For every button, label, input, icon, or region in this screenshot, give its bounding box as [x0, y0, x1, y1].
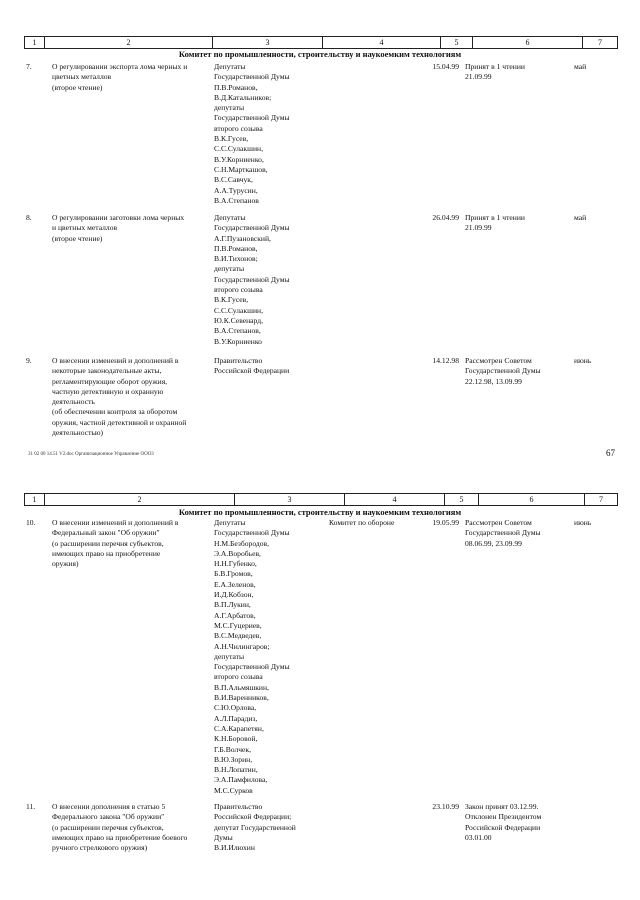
- column-header: 6: [479, 494, 585, 505]
- author-line: А.Г.Арбатов,: [214, 610, 256, 620]
- author-line: С.А.Карапетян,: [214, 723, 264, 733]
- bill-title-line: оружия): [52, 559, 79, 569]
- bill-title-line: деятельностью): [52, 428, 104, 438]
- column-header: 7: [598, 38, 602, 47]
- bill-title-line: деятельность: [52, 397, 95, 407]
- bill-title-line: О внесении изменений и дополнений в: [52, 518, 179, 527]
- author-line: В.А.Степанов: [214, 195, 259, 205]
- column-header: 4: [323, 37, 441, 48]
- bill-title-line: О регулировании заготовки лома черных: [52, 213, 185, 222]
- bill-title-line: имеющих право на приобретение боевого: [52, 832, 188, 842]
- status-line: 22.12.98, 13.09.99: [465, 376, 522, 386]
- author-line: Н.Н.Губенко,: [214, 559, 257, 569]
- author-line: А.Л.Парадиз,: [214, 713, 258, 723]
- submission-date: 14.12.98: [432, 356, 459, 365]
- author-line: М.С.Сурков: [214, 785, 253, 795]
- author-line: Г.Б.Волчек,: [214, 744, 252, 754]
- status-line: 03.01.00: [465, 832, 492, 842]
- author-line: Б.В.Громов,: [214, 569, 253, 579]
- bill-authors: [214, 213, 326, 347]
- status-line: 08.06.99, 23.09.99: [465, 538, 522, 548]
- status-line: Государственной Думы: [465, 366, 541, 376]
- status-line: Российской Федерации: [465, 822, 541, 832]
- submission-date: 23.10.99: [432, 802, 459, 811]
- column-header-row: [24, 493, 618, 506]
- author-line: В.П.Альмяшкин,: [214, 682, 269, 692]
- author-line: второго созыва: [214, 672, 263, 682]
- bill-title-line: оружия, частной детективной и охранной: [52, 417, 187, 427]
- author-line: Ю.К.Севенард,: [214, 315, 263, 325]
- bill-title: [52, 518, 210, 569]
- bill-status: [465, 356, 575, 387]
- bill-authors: [214, 802, 326, 853]
- author-line: Государственной Думы: [214, 528, 290, 538]
- author-line: П.В.Романов,: [214, 243, 258, 253]
- author-line: В.Н.Лопатин,: [214, 765, 258, 775]
- author-line: Думы: [214, 832, 233, 842]
- bill-title-line: регламентирующие оборот оружия,: [52, 376, 168, 386]
- bill-status: [465, 518, 575, 549]
- author-line: В.Ю.Зорин,: [214, 754, 253, 764]
- author-line: А.Г.Пузановский,: [214, 233, 271, 243]
- bill-authors: [214, 356, 326, 377]
- author-line: Российской Федерации: [214, 366, 290, 376]
- author-line: И.Д.Кобзон,: [214, 590, 254, 600]
- submission-date: 15.04.99: [432, 62, 459, 71]
- author-line: В.П.Лукин,: [214, 600, 251, 610]
- author-line: Е.А.Зеленов,: [214, 579, 256, 589]
- planned-month: май: [574, 62, 587, 71]
- author-line: Государственной Думы: [214, 72, 290, 82]
- page-footer: 31 02 00 14.51 V2.doc Организационное Управление ООО3: [28, 452, 154, 457]
- author-line: С.С.Сулакшин,: [214, 305, 263, 315]
- author-line: депутаты: [214, 103, 245, 113]
- row-number: 10.: [26, 518, 36, 527]
- column-header: 7: [599, 495, 603, 504]
- author-line: А.А.Турусин,: [214, 185, 258, 195]
- row-number: 11.: [26, 802, 36, 811]
- column-header: 6: [473, 37, 583, 48]
- author-line: Государственной Думы: [214, 662, 290, 672]
- author-line: В.И.Илюхин: [214, 843, 255, 853]
- author-line: второго созыва: [214, 285, 263, 295]
- column-header: 2: [45, 37, 213, 48]
- author-line: Депутаты: [214, 62, 246, 71]
- author-line: Э.А.Воробьев,: [214, 548, 261, 558]
- author-line: депутаты: [214, 651, 245, 661]
- author-line: А.Н.Чилингаров;: [214, 641, 270, 651]
- page-number: 67: [606, 448, 615, 458]
- bill-authors: [214, 518, 326, 796]
- row-number: 9.: [26, 356, 32, 365]
- status-line: Рассмотрен Советом: [465, 518, 532, 527]
- column-header-row: [24, 36, 618, 49]
- author-line: Депутаты: [214, 213, 246, 222]
- author-line: Н.М.Безбородов,: [214, 538, 270, 548]
- author-line: К.Н.Боровой,: [214, 734, 258, 744]
- submission-date: 19.05.99: [432, 518, 459, 527]
- author-line: С.Н.Марткашов,: [214, 164, 268, 174]
- column-header: 2: [45, 494, 235, 505]
- author-line: Депутаты: [214, 518, 246, 527]
- bill-title-line: (об обеспечении контроля за оборотом: [52, 407, 178, 417]
- bill-title: [52, 213, 210, 244]
- author-line: депутаты: [214, 264, 245, 274]
- status-line: 21.09.99: [465, 72, 492, 82]
- status-line: Закон принят 03.12.99.: [465, 802, 539, 811]
- bill-title-line: (о расширении перечня субъектов,: [52, 538, 164, 548]
- bill-title-line: Федеральный закон "Об оружии": [52, 528, 160, 538]
- planned-month: июнь: [574, 356, 592, 365]
- status-line: 21.09.99: [465, 223, 492, 233]
- bill-status: [465, 62, 575, 83]
- column-header: 5: [441, 37, 473, 48]
- author-line: Государственной Думы: [214, 223, 290, 233]
- author-line: В.И.Тихонов;: [214, 254, 258, 264]
- bill-title-line: (второе чтение): [52, 233, 103, 243]
- bill-authors: [214, 62, 326, 206]
- author-line: П.В.Романов,: [214, 82, 258, 92]
- author-line: С.Ю.Орлова,: [214, 703, 257, 713]
- bill-title-line: (о расширении перечня субъектов,: [52, 822, 164, 832]
- bill-title-line: О регулировании экспорта лома черных и: [52, 62, 188, 71]
- bill-title-line: некоторые законодательные акты,: [52, 366, 162, 376]
- bill-title-line: (второе чтение): [52, 82, 103, 92]
- author-line: В.С.Медведев,: [214, 631, 262, 641]
- author-line: Э.А.Памфилова,: [214, 775, 268, 785]
- author-line: В.К.Гусев,: [214, 295, 249, 305]
- planned-month: май: [574, 213, 587, 222]
- bill-title-line: ручного стрелкового оружия): [52, 843, 148, 853]
- planned-month: июнь: [574, 518, 592, 527]
- author-line: В.К.Гусев,: [214, 134, 249, 144]
- row-number: 8.: [26, 213, 32, 222]
- author-line: В.Д.Катальников;: [214, 92, 272, 102]
- status-line: Рассмотрен Советом: [465, 356, 532, 365]
- author-line: С.С.Сулакшин,: [214, 144, 263, 154]
- document-page-2: [0, 487, 640, 900]
- bill-title-line: О внесении изменений и дополнений в: [52, 356, 179, 365]
- bill-title-line: Федерального закона "Об оружии": [52, 812, 165, 822]
- status-line: Принят в 1 чтении: [465, 62, 525, 71]
- author-line: Правительство: [214, 356, 263, 365]
- author-line: М.С.Гуцериев,: [214, 620, 262, 630]
- bill-title-line: О внесении дополнения в статью 5: [52, 802, 166, 811]
- responsible-committee: Комитет по обороне: [329, 518, 395, 527]
- author-line: Государственной Думы: [214, 274, 290, 284]
- author-line: В.У.Корниенко,: [214, 154, 264, 164]
- status-line: Государственной Думы: [465, 528, 541, 538]
- bill-title-line: цветных металлов: [52, 72, 112, 82]
- column-header: 5: [445, 494, 479, 505]
- committee-heading: Комитет по промышленности, строительству и наукоемким технологиям: [178, 49, 462, 59]
- column-header: 3: [235, 494, 345, 505]
- author-line: В.А.Степанов,: [214, 326, 261, 336]
- bill-title-line: имеющих право на приобретение: [52, 548, 161, 558]
- bill-title: [52, 356, 210, 438]
- bill-title-line: частную детективную и охранную: [52, 386, 164, 396]
- column-header: 1: [25, 494, 45, 505]
- bill-title: [52, 62, 210, 93]
- author-line: Государственной Думы: [214, 113, 290, 123]
- status-line: Принят в 1 чтении: [465, 213, 525, 222]
- author-line: второго созыва: [214, 123, 263, 133]
- author-line: В.И.Варенников,: [214, 693, 269, 703]
- author-line: В.У.Корниенко: [214, 336, 262, 346]
- row-number: 7.: [26, 62, 32, 71]
- author-line: Правительство: [214, 802, 263, 811]
- committee-heading: Комитет по промышленности, строительству и наукоемким технологиям: [178, 507, 462, 517]
- column-header: 4: [345, 494, 445, 505]
- bill-title: [52, 802, 210, 853]
- column-header: 3: [213, 37, 323, 48]
- author-line: В.С.Савчук,: [214, 175, 253, 185]
- bill-status: [465, 802, 575, 843]
- column-header: 1: [25, 37, 45, 48]
- bill-status: [465, 213, 575, 234]
- author-line: депутат Государственной: [214, 822, 296, 832]
- author-line: Российской Федерации;: [214, 812, 292, 822]
- status-line: Отклонен Президентом: [465, 812, 542, 822]
- bill-title-line: и цветных металлов: [52, 223, 118, 233]
- submission-date: 26.04.99: [432, 213, 459, 222]
